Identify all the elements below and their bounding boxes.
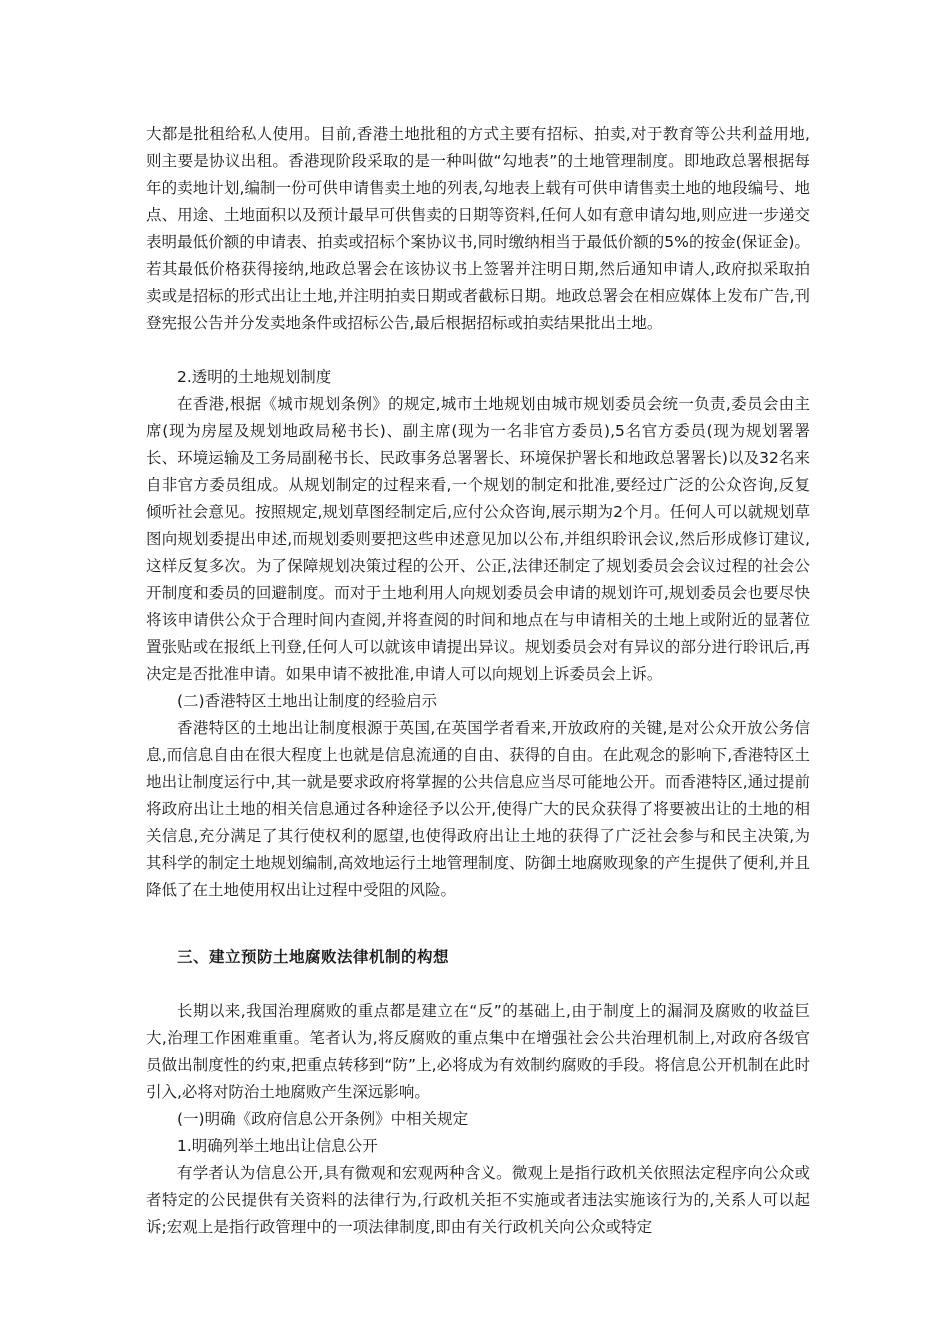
paragraph-hk-experience: 香港特区的土地出让制度根源于英国,在英国学者看来,开放政府的关键,是对公众开放公务信息,而信息自由在很大程度上也就是信息流通的自由、获得的自由。在此观念的影响下,香港特区土地出让制度运行中,其一就是要求政府将掌握的公共信息应当尽可能地公开。而香港特区,通过提前将政府出让土地的相关信息通过各种途径予以公开,使得广大的民众获得了将要被出让的土地的相关信息,充分满足了其行使权利的愿望,也使得政府出让土地的获得了广泛社会参与和民主决策,为其科学的制定土地规划编制,高效地运行土地管理制度、防御土地腐败现象的产生提供了便利,并且降低了在土地使用权出让过程中受阻的风险。 — [146, 719, 810, 899]
paragraph-land-lease-methods: 大都是批租给私人使用。目前,香港土地批租的方式主要有招标、拍卖,对于教育等公共利益用地,则主要是协议出租。香港现阶段采取的是一种叫做“勾地表”的土地管理制度。即地政总署根据每年的卖地计划,编制一份可供申请售卖土地的列表,勾地表上载有可供申请售卖土地的地段编号、地点、用途、土地面积以及预计最早可供售卖的日期等资料,任何人如有意申请勾地,则应进一步递交表明最低价额的申请表、拍卖或招标个案协议书,同时缴纳相当于最低价额的5%的按金(保证金)。若其最低价格获得接纳,地政总署会在该协议书上签署并注明日期,然后通知申请人,政府拟采取拍卖或是招标的形式出让土地,并注明拍卖日期或者截标日期。地政总署会在相应媒体上发布广告,刊登宪报公告并分发卖地条件或招标公告,最后根据招标或拍卖结果批出土地。 — [146, 125, 810, 332]
document-body — [146, 121, 810, 1241]
subheading-transparent-planning: 2.透明的土地规划制度 — [177, 368, 332, 386]
section-heading-three: 三、建立预防土地腐败法律机制的构想 — [177, 948, 450, 966]
subheading-regulation: (一)明确《政府信息公开条例》中相关规定 — [177, 1110, 469, 1128]
paragraph-planning-system: 在香港,根据《城市规划条例》的规定,城市土地规划由城市规划委员会统一负责,委员会由主席(现为房屋及规划地政局秘书长)、副主席(现为一名非官方委员),5名官方委员(现为规划署署长、环境运输及工务局副秘书长、民政事务总署署长、环境保护署长和地政总署署长)以及32名来自非官方委员组成。从规划制定的过程来看,一个规划的制定和批准,要经过广泛的公众咨询,反复倾听社会意见。按照规定,规划草图经制定后,应付公众咨询,展示期为2个月。任何人可以就规划草图向规划委提出申述,而规划委则要把这些申述意见加以公布,并组织聆讯会议,然后形成修订建议,这样反复多次。为了保障规划决策过程的公开、公正,法律还制定了规划委员会会议过程的社会公开制度和委员的回避制度。而对于土地利用人向规划委员会申请的规划许可,规划委员会也要尽快将该申请供公众于合理时间内查阅,并将查阅的时间和地点在与申请相关的土地上或附近的显著位置张贴或在报纸上刊登,任何人可以就该申请提出异议。规划委员会对有异议的部分进行聆讯后,再决定是否批准申请。如果申请不被批准,申请人可以向规划上诉委员会上诉。 — [146, 395, 810, 683]
paragraph-anti-corruption: 长期以来,我国治理腐败的重点都是建立在“反”的基础上,由于制度上的漏洞及腐败的收益巨大,治理工作困难重重。笔者认为,将反腐败的重点集中在增强社会公共治理机制上,对政府各级官员做出制度性的约束,把重点转移到“防”上,必将成为有效制约腐败的手段。将信息公开机制在此时引入,必将对防治土地腐败产生深远影响。 — [146, 1002, 810, 1101]
subheading-hk-experience: (二)香港特区土地出让制度的经验启示 — [177, 692, 438, 710]
subheading-disclosure-list: 1.明确列举土地出让信息公开 — [177, 1137, 378, 1155]
paragraph-info-disclosure: 有学者认为信息公开,具有微观和宏观两种含义。微观上是指行政机关依照法定程序向公众或者特定的公民提供有关资料的法律行为,行政机关拒不实施或者违法实施该行为的,关系人可以起诉;宏观上是指行政管理中的一项法律制度,即由有关行政机关向公众或特定 — [146, 1164, 810, 1236]
